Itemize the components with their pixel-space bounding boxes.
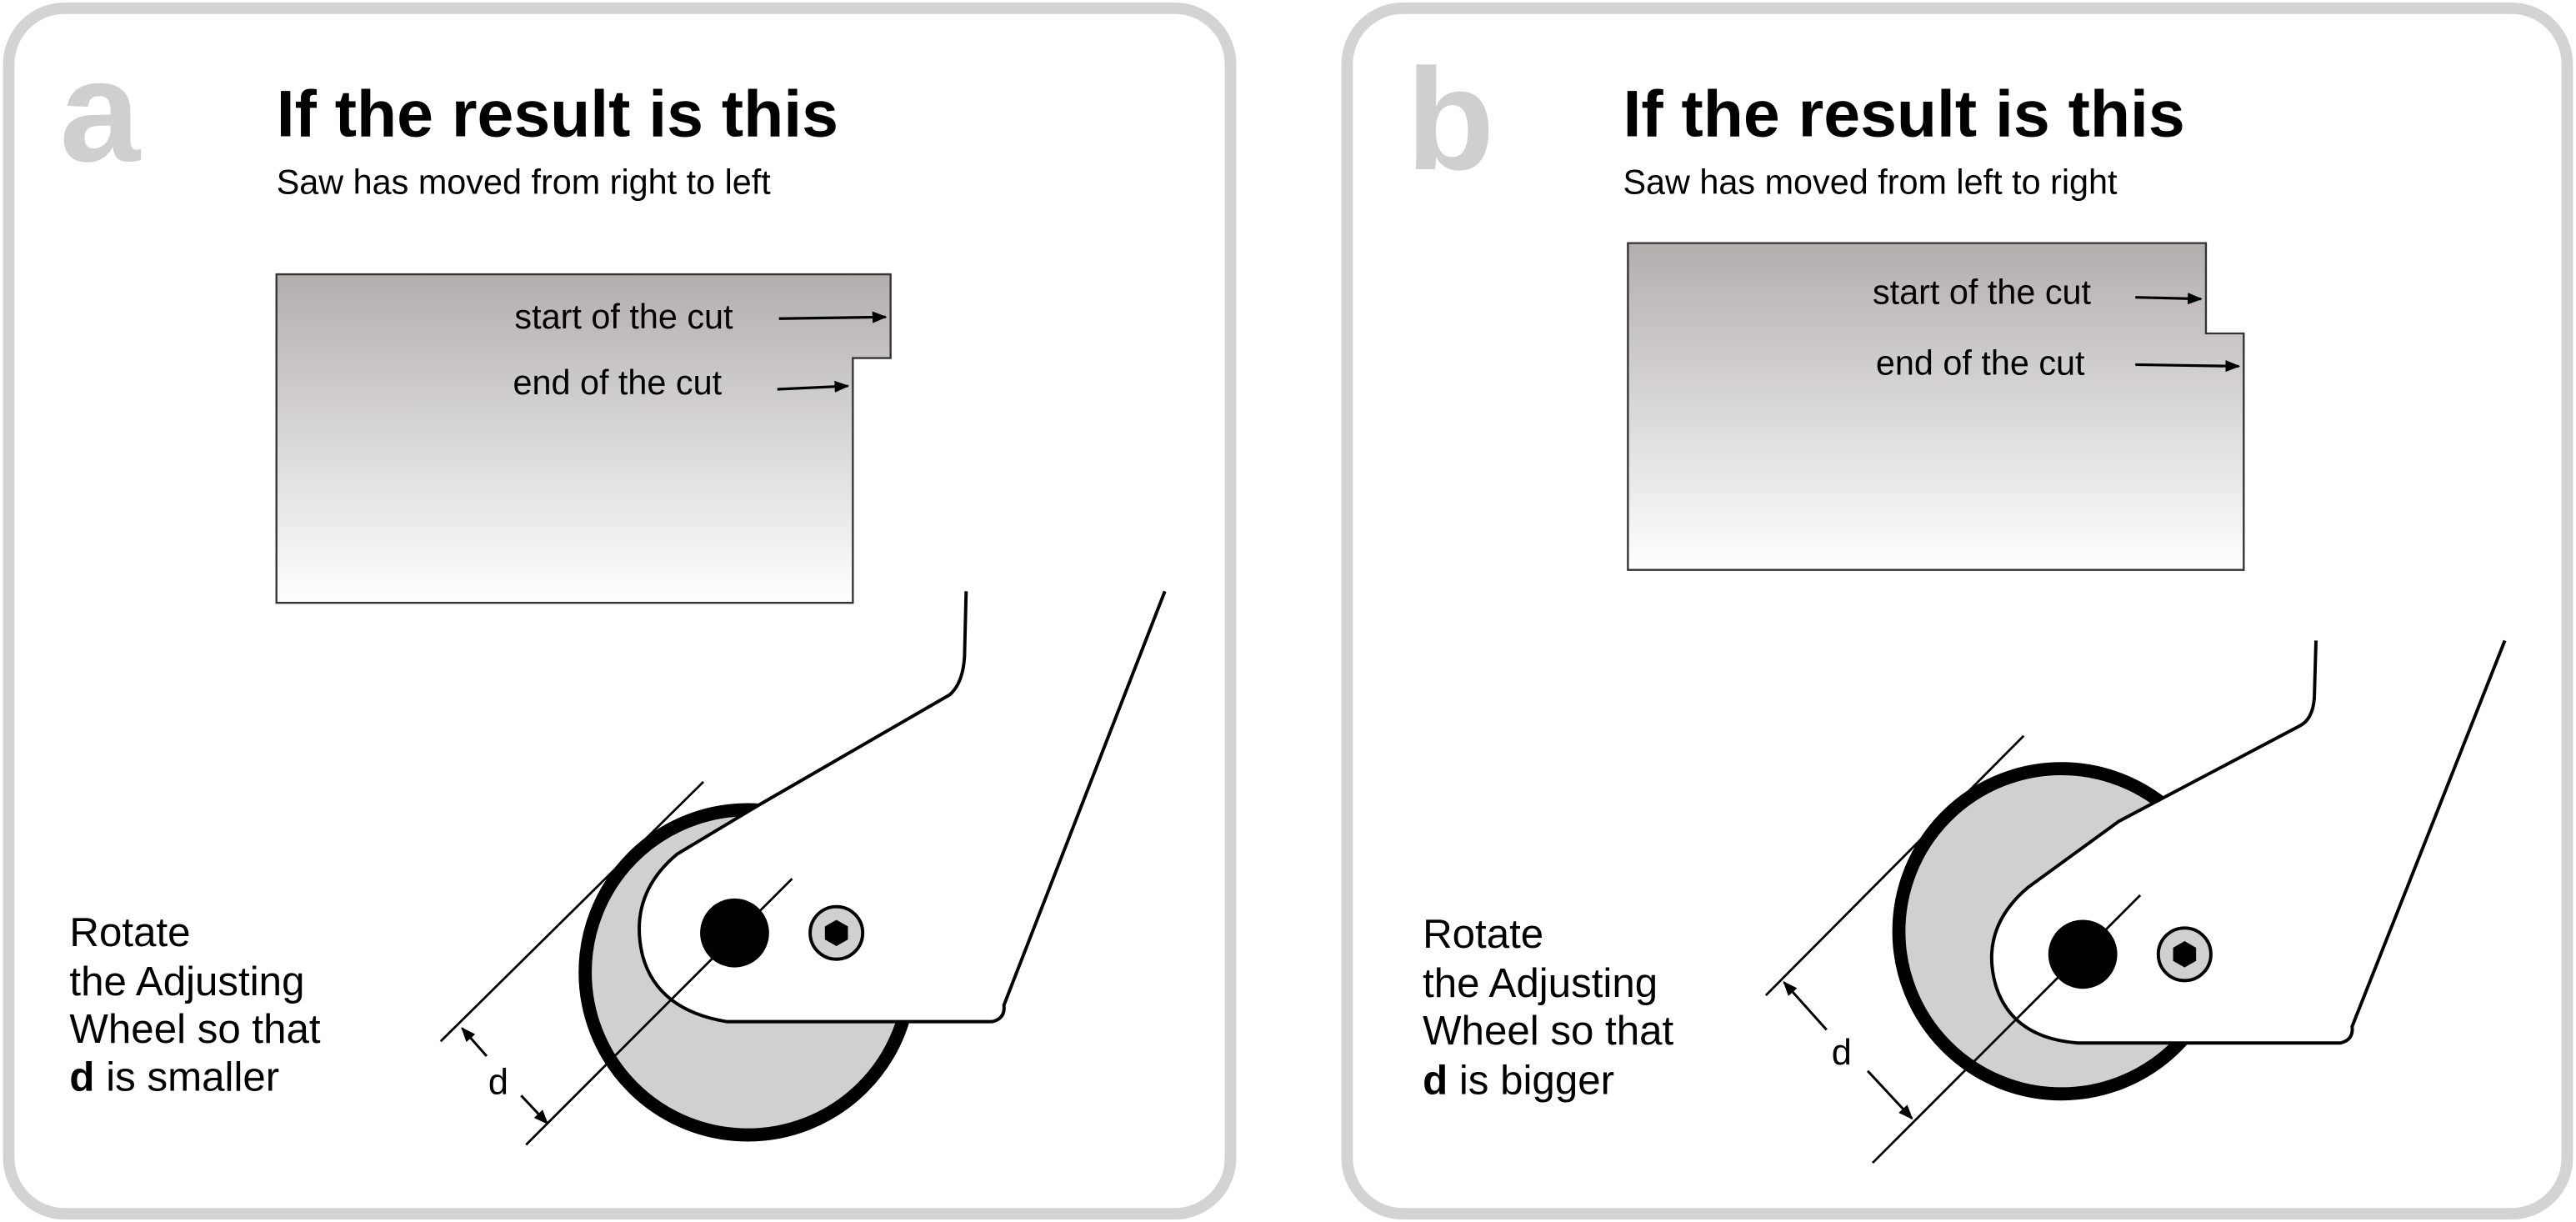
panel-b-hex-screw-icon bbox=[2158, 928, 2211, 980]
panel-a-instruction-line2: the Adjusting bbox=[69, 959, 305, 1005]
panel-b-start-label: start of the cut bbox=[1872, 273, 2092, 312]
panel-a bbox=[9, 8, 1231, 1214]
panel-a-instruction-line3: Wheel so that bbox=[69, 1006, 321, 1053]
panel-a-subtitle: Saw has moved from right to left bbox=[276, 163, 771, 202]
panel-b-instruction-line3: Wheel so that bbox=[1423, 1008, 1674, 1054]
panel-a-start-label: start of the cut bbox=[514, 298, 733, 337]
panel-a-letter: a bbox=[59, 30, 141, 193]
panel-b-instruction-line4 bbox=[1423, 1057, 1614, 1103]
panel-a-instruction-line1: Rotate bbox=[69, 909, 191, 955]
panel-a-start-arrow bbox=[779, 317, 886, 318]
panel-a-dimension-label: d bbox=[488, 1062, 509, 1103]
panel-b-instruction-line2: the Adjusting bbox=[1423, 960, 1658, 1007]
panel-b-hub bbox=[2048, 919, 2118, 989]
panel-a-hub bbox=[700, 899, 769, 968]
panel-a-title: If the result is this bbox=[276, 77, 838, 151]
panel-b bbox=[1347, 8, 2567, 1214]
panel-a-instruction-rest: is smaller bbox=[94, 1054, 280, 1100]
panel-a-end-label: end of the cut bbox=[513, 363, 723, 402]
panel-b-title: If the result is this bbox=[1623, 77, 2185, 151]
panel-b-instruction-bold: d bbox=[1423, 1057, 1448, 1104]
panel-a-hex-screw-icon bbox=[810, 907, 863, 959]
panel-b-subtitle: Saw has moved from left to right bbox=[1623, 163, 2118, 202]
panel-b-letter: b bbox=[1406, 38, 1495, 200]
panel-b-start-arrow bbox=[2135, 298, 2201, 299]
panel-b-dimension-label: d bbox=[1831, 1032, 1852, 1073]
panel-b-instruction-rest: is bigger bbox=[1448, 1057, 1615, 1104]
panel-b-end-arrow bbox=[2135, 364, 2238, 366]
panel-b-instruction-line1: Rotate bbox=[1423, 910, 1544, 957]
panel-a-instruction-line4 bbox=[69, 1054, 279, 1099]
panel-b-end-label: end of the cut bbox=[1875, 343, 2085, 383]
panel-a-instruction-bold: d bbox=[69, 1054, 95, 1100]
